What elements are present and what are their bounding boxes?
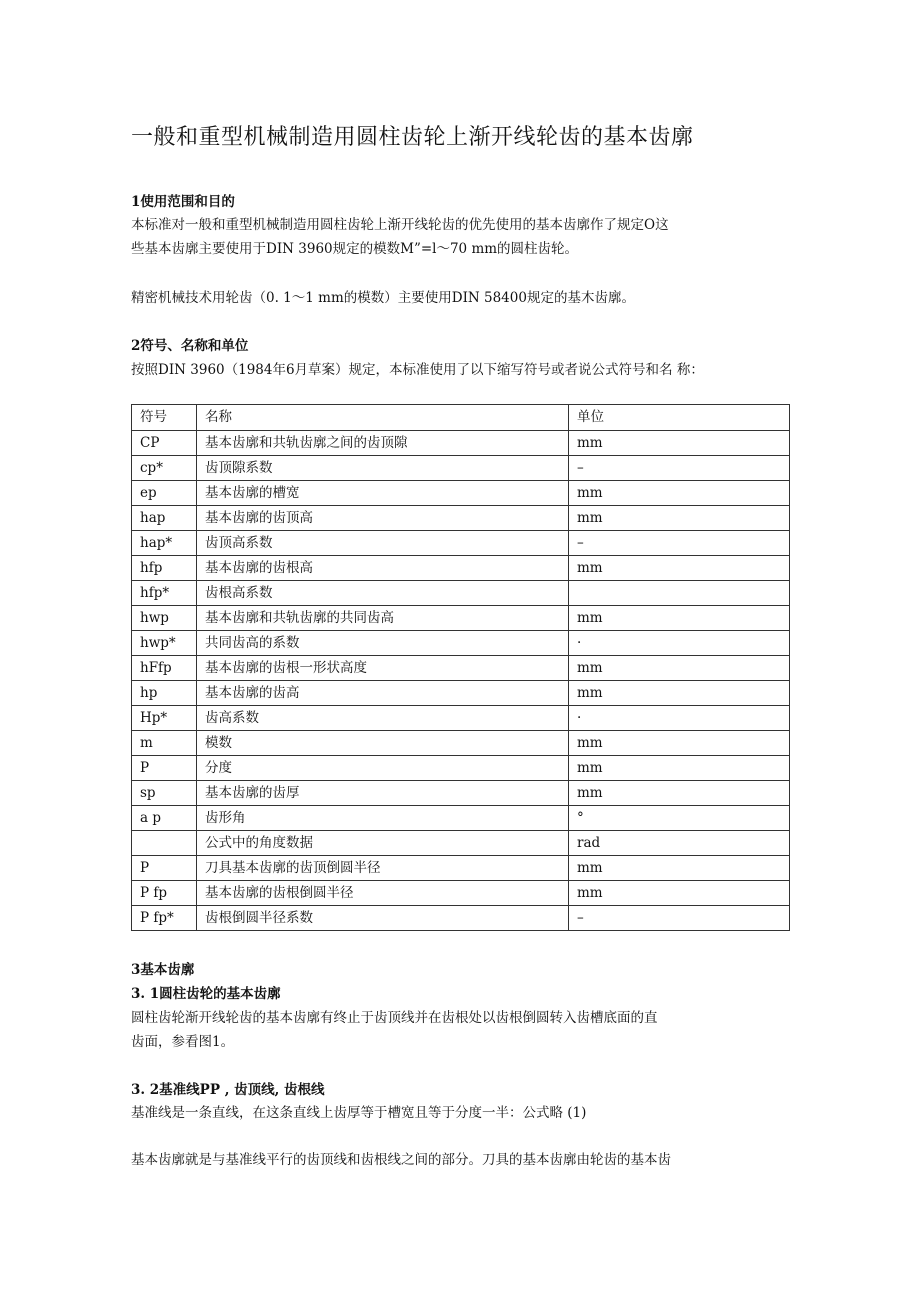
header-name: 名称 — [197, 405, 569, 431]
symbol-cell: hfp — [132, 556, 197, 581]
table-row — [132, 606, 790, 631]
unit-cell: – — [569, 906, 790, 931]
unit-cell: · — [569, 631, 790, 656]
table-row — [132, 456, 790, 481]
name-cell: 齿高系数 — [197, 706, 569, 731]
symbol-cell: hp — [132, 681, 197, 706]
name-cell: 基本齿廓的齿厚 — [197, 781, 569, 806]
section-3-1-line-1: 圆柱齿轮渐开线轮齿的基本齿廓有终止于齿顶线并在齿根处以齿根倒圆转入齿槽底面的直 — [131, 1010, 658, 1026]
name-cell: 齿顶高系数 — [197, 531, 569, 556]
unit-cell: rad — [569, 831, 790, 856]
table-row — [132, 856, 790, 881]
symbols-table — [131, 404, 790, 931]
section-3-2-line-1: 基准线是一条直线，在这条直线上齿厚等于槽宽且等于分度一半：公式略 (1) — [131, 1105, 587, 1121]
symbol-cell: cp* — [132, 456, 197, 481]
symbol-cell: P — [132, 856, 197, 881]
symbol-cell: P fp* — [132, 906, 197, 931]
symbol-cell: hFfp — [132, 656, 197, 681]
table-row — [132, 806, 790, 831]
name-cell: 基本齿廓的齿根一形状高度 — [197, 656, 569, 681]
table-row — [132, 531, 790, 556]
header-symbol: 符号 — [132, 405, 197, 431]
unit-cell: mm — [569, 431, 790, 456]
table-row — [132, 581, 790, 606]
name-cell: 齿根高系数 — [197, 581, 569, 606]
table-row — [132, 706, 790, 731]
symbol-cell: P — [132, 756, 197, 781]
section-1-paragraph-line-1: 本标准对一般和重型机械制造用圆柱齿轮上渐开线轮齿的优先使用的基本齿廓作了规定O这 — [131, 217, 669, 233]
table-header-row — [132, 405, 790, 431]
symbol-cell — [132, 831, 197, 856]
table-row — [132, 781, 790, 806]
table-row — [132, 431, 790, 456]
name-cell: 基本齿廓的齿高 — [197, 681, 569, 706]
section-1-paragraph-line-2: 些基本齿廓主要使用于DIN 3960规定的模数M”=l〜70 mm的圆柱齿轮。 — [131, 241, 579, 257]
table-row — [132, 506, 790, 531]
section-1-heading: 1使用范围和目的 — [131, 194, 235, 210]
symbol-cell: hfp* — [132, 581, 197, 606]
section-2-intro: 按照DIN 3960（1984年6月草案）规定，本标准使用了以下缩写符号或者说公式符号和名 称： — [131, 362, 704, 378]
name-cell: 基本齿廓的齿顶高 — [197, 506, 569, 531]
symbol-cell: CP — [132, 431, 197, 456]
name-cell: 齿顶隙系数 — [197, 456, 569, 481]
name-cell: 齿形角 — [197, 806, 569, 831]
symbol-cell: hwp — [132, 606, 197, 631]
symbol-cell: Hp* — [132, 706, 197, 731]
symbol-cell: sp — [132, 781, 197, 806]
name-cell: 刀具基本齿廓的齿顶倒圆半径 — [197, 856, 569, 881]
name-cell: 共同齿高的系数 — [197, 631, 569, 656]
name-cell: 模数 — [197, 731, 569, 756]
table-row — [132, 881, 790, 906]
symbol-cell: hwp* — [132, 631, 197, 656]
table-row — [132, 631, 790, 656]
section-3-2-line-2: 基本齿廓就是与基准线平行的齿顶线和齿根线之间的部分。刀具的基本齿廓由轮齿的基本齿 — [131, 1152, 671, 1168]
name-cell: 齿根倒圆半径系数 — [197, 906, 569, 931]
symbol-cell: hap — [132, 506, 197, 531]
table-row — [132, 731, 790, 756]
symbol-cell: a p — [132, 806, 197, 831]
section-3-2-heading: 3. 2基准线PP , 齿顶线, 齿根线 — [131, 1082, 325, 1098]
section-3-1-heading: 3. 1圆柱齿轮的基本齿廓 — [131, 986, 281, 1002]
symbol-cell: hap* — [132, 531, 197, 556]
name-cell: 分度 — [197, 756, 569, 781]
unit-cell: mm — [569, 731, 790, 756]
unit-cell: mm — [569, 606, 790, 631]
unit-cell: mm — [569, 506, 790, 531]
table-row — [132, 831, 790, 856]
table-row — [132, 756, 790, 781]
symbol-cell: P fp — [132, 881, 197, 906]
document-title: 一般和重型机械制造用圆柱齿轮上渐开线轮齿的基本齿廓 — [131, 125, 694, 150]
section-2-heading: 2符号、名称和单位 — [131, 338, 249, 354]
name-cell: 基本齿廓和共轨齿廓的共同齿高 — [197, 606, 569, 631]
section-3-1-line-2: 齿面，参看图1。 — [131, 1034, 235, 1050]
unit-cell: mm — [569, 756, 790, 781]
unit-cell: – — [569, 531, 790, 556]
name-cell: 公式中的角度数据 — [197, 831, 569, 856]
header-unit: 单位 — [569, 405, 790, 431]
unit-cell — [569, 581, 790, 606]
table-row — [132, 906, 790, 931]
unit-cell: – — [569, 456, 790, 481]
unit-cell: ° — [569, 806, 790, 831]
symbol-cell: m — [132, 731, 197, 756]
section-1-paragraph-2: 精密机械技术用轮齿（0. 1〜1 mm的模数）主要使用DIN 58400规定的基木齿廓。 — [131, 290, 635, 306]
unit-cell: mm — [569, 781, 790, 806]
table-row — [132, 481, 790, 506]
name-cell: 基本齿廓和共轨齿廓之间的齿顶隙 — [197, 431, 569, 456]
name-cell: 基本齿廓的齿根倒圆半径 — [197, 881, 569, 906]
unit-cell: mm — [569, 856, 790, 881]
unit-cell: mm — [569, 881, 790, 906]
unit-cell: mm — [569, 556, 790, 581]
name-cell: 基本齿廓的槽宽 — [197, 481, 569, 506]
unit-cell: mm — [569, 481, 790, 506]
table-row — [132, 556, 790, 581]
unit-cell: mm — [569, 681, 790, 706]
section-3-heading: 3基本齿廓 — [131, 962, 195, 978]
unit-cell: mm — [569, 656, 790, 681]
table-row — [132, 656, 790, 681]
name-cell: 基本齿廓的齿根高 — [197, 556, 569, 581]
table-row — [132, 681, 790, 706]
symbol-cell: ep — [132, 481, 197, 506]
unit-cell: · — [569, 706, 790, 731]
